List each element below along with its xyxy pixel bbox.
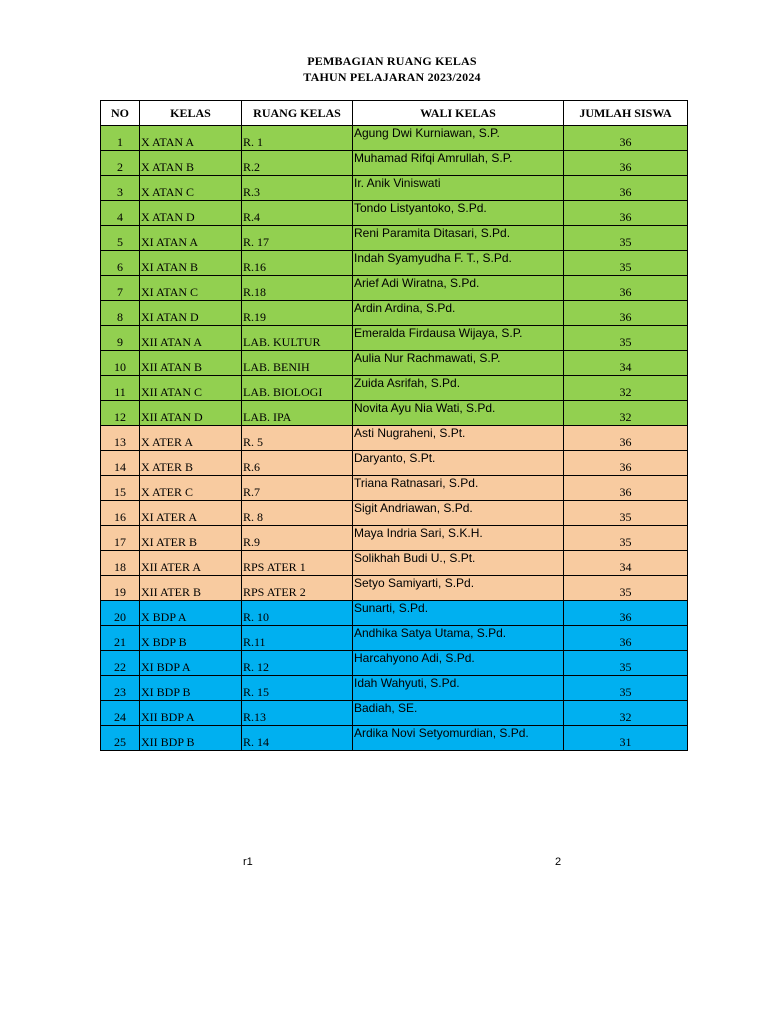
table-row [101, 601, 688, 626]
cell-no: 6 [101, 251, 140, 276]
cell-ruang-kelas: R. 10 [242, 601, 353, 626]
table-row [101, 526, 688, 551]
cell-wali-kelas: Ardin Ardina, S.Pd. [353, 301, 564, 326]
cell-ruang-kelas: R. 14 [242, 726, 353, 751]
table-row [101, 726, 688, 751]
cell-wali-kelas: Agung Dwi Kurniawan, S.P. [353, 126, 564, 151]
cell-kelas: XI BDP B [140, 676, 242, 701]
footer-label: r1 [243, 856, 253, 868]
cell-ruang-kelas: R.18 [242, 276, 353, 301]
cell-no: 17 [101, 526, 140, 551]
cell-no: 12 [101, 401, 140, 426]
cell-jumlah-siswa: 35 [564, 501, 688, 526]
cell-kelas: X ATAN A [140, 126, 242, 151]
cell-jumlah-siswa: 36 [564, 426, 688, 451]
header-no: NO [101, 101, 140, 126]
cell-wali-kelas: Novita Ayu Nia Wati, S.Pd. [353, 401, 564, 426]
cell-no: 7 [101, 276, 140, 301]
cell-wali-kelas: Reni Paramita Ditasari, S.Pd. [353, 226, 564, 251]
cell-jumlah-siswa: 36 [564, 276, 688, 301]
cell-kelas: X ATER C [140, 476, 242, 501]
cell-kelas: XI ATAN D [140, 301, 242, 326]
cell-ruang-kelas: RPS ATER 1 [242, 551, 353, 576]
title-line-1: PEMBAGIAN RUANG KELAS [307, 54, 477, 68]
table-row [101, 451, 688, 476]
cell-kelas: XII ATAN B [140, 351, 242, 376]
table-row [101, 151, 688, 176]
page-number: 2 [555, 856, 562, 868]
cell-no: 10 [101, 351, 140, 376]
cell-no: 8 [101, 301, 140, 326]
cell-no: 4 [101, 201, 140, 226]
cell-kelas: XI BDP A [140, 651, 242, 676]
cell-ruang-kelas: LAB. KULTUR [242, 326, 353, 351]
class-room-table [100, 100, 688, 751]
cell-jumlah-siswa: 36 [564, 151, 688, 176]
cell-jumlah-siswa: 34 [564, 351, 688, 376]
cell-jumlah-siswa: 35 [564, 226, 688, 251]
cell-jumlah-siswa: 36 [564, 601, 688, 626]
cell-jumlah-siswa: 34 [564, 551, 688, 576]
cell-ruang-kelas: LAB. IPA [242, 401, 353, 426]
cell-wali-kelas: Muhamad Rifqi Amrullah, S.P. [353, 151, 564, 176]
cell-wali-kelas: Sunarti, S.Pd. [353, 601, 564, 626]
cell-no: 2 [101, 151, 140, 176]
cell-kelas: XI ATER A [140, 501, 242, 526]
table-row [101, 701, 688, 726]
cell-ruang-kelas: R. 15 [242, 676, 353, 701]
cell-jumlah-siswa: 35 [564, 676, 688, 701]
cell-ruang-kelas: LAB. BIOLOGI [242, 376, 353, 401]
cell-ruang-kelas: R. 12 [242, 651, 353, 676]
cell-no: 16 [101, 501, 140, 526]
table-row [101, 351, 688, 376]
cell-no: 1 [101, 126, 140, 151]
cell-kelas: X ATAN D [140, 201, 242, 226]
table-row [101, 276, 688, 301]
cell-ruang-kelas: R.9 [242, 526, 353, 551]
cell-wali-kelas: Zuida Asrifah, S.Pd. [353, 376, 564, 401]
cell-no: 24 [101, 701, 140, 726]
cell-ruang-kelas: R. 1 [242, 126, 353, 151]
cell-wali-kelas: Sigit Andriawan, S.Pd. [353, 501, 564, 526]
cell-no: 23 [101, 676, 140, 701]
cell-wali-kelas: Maya Indria Sari, S.K.H. [353, 526, 564, 551]
cell-ruang-kelas: R.3 [242, 176, 353, 201]
cell-jumlah-siswa: 36 [564, 301, 688, 326]
cell-kelas: X ATAN B [140, 151, 242, 176]
cell-kelas: X BDP B [140, 626, 242, 651]
cell-jumlah-siswa: 35 [564, 526, 688, 551]
cell-kelas: XI ATER B [140, 526, 242, 551]
table-body [101, 126, 688, 751]
cell-ruang-kelas: RPS ATER 2 [242, 576, 353, 601]
cell-wali-kelas: Tondo Listyantoko, S.Pd. [353, 201, 564, 226]
table-row [101, 376, 688, 401]
cell-ruang-kelas: R.6 [242, 451, 353, 476]
header-wali-kelas: WALI KELAS [353, 101, 564, 126]
cell-no: 15 [101, 476, 140, 501]
cell-wali-kelas: Arief Adi Wiratna, S.Pd. [353, 276, 564, 301]
header-kelas: KELAS [140, 101, 242, 126]
cell-jumlah-siswa: 31 [564, 726, 688, 751]
table-row [101, 301, 688, 326]
cell-jumlah-siswa: 36 [564, 626, 688, 651]
cell-wali-kelas: Andhika Satya Utama, S.Pd. [353, 626, 564, 651]
cell-wali-kelas: Harcahyono Adi, S.Pd. [353, 651, 564, 676]
cell-kelas: X ATAN C [140, 176, 242, 201]
table-row [101, 126, 688, 151]
cell-kelas: XII ATER B [140, 576, 242, 601]
cell-jumlah-siswa: 36 [564, 201, 688, 226]
cell-no: 21 [101, 626, 140, 651]
cell-kelas: X ATER A [140, 426, 242, 451]
table-row [101, 426, 688, 451]
table-row [101, 626, 688, 651]
cell-no: 20 [101, 601, 140, 626]
table-row [101, 326, 688, 351]
cell-no: 19 [101, 576, 140, 601]
cell-wali-kelas: Emeralda Firdausa Wijaya, S.P. [353, 326, 564, 351]
table-row [101, 576, 688, 601]
cell-no: 13 [101, 426, 140, 451]
cell-ruang-kelas: R. 5 [242, 426, 353, 451]
cell-jumlah-siswa: 32 [564, 376, 688, 401]
cell-jumlah-siswa: 36 [564, 451, 688, 476]
table-row [101, 476, 688, 501]
cell-jumlah-siswa: 36 [564, 176, 688, 201]
cell-no: 18 [101, 551, 140, 576]
cell-kelas: XI ATAN B [140, 251, 242, 276]
cell-jumlah-siswa: 35 [564, 326, 688, 351]
table-row [101, 651, 688, 676]
cell-jumlah-siswa: 36 [564, 476, 688, 501]
cell-kelas: XII BDP A [140, 701, 242, 726]
cell-wali-kelas: Ardika Novi Setyomurdian, S.Pd. [353, 726, 564, 751]
cell-wali-kelas: Indah Syamyudha F. T., S.Pd. [353, 251, 564, 276]
table-header [101, 101, 688, 126]
cell-ruang-kelas: R.4 [242, 201, 353, 226]
table-row [101, 226, 688, 251]
cell-wali-kelas: Aulia Nur Rachmawati, S.P. [353, 351, 564, 376]
cell-ruang-kelas: R. 8 [242, 501, 353, 526]
cell-wali-kelas: Setyo Samiyarti, S.Pd. [353, 576, 564, 601]
cell-ruang-kelas: R.7 [242, 476, 353, 501]
table-row [101, 676, 688, 701]
cell-wali-kelas: Idah Wahyuti, S.Pd. [353, 676, 564, 701]
cell-jumlah-siswa: 35 [564, 251, 688, 276]
header-row [101, 101, 688, 126]
cell-kelas: XI ATAN A [140, 226, 242, 251]
cell-ruang-kelas: LAB. BENIH [242, 351, 353, 376]
cell-kelas: XII ATAN D [140, 401, 242, 426]
table-row [101, 551, 688, 576]
table-row [101, 176, 688, 201]
header-ruang-kelas: RUANG KELAS [242, 101, 353, 126]
cell-no: 5 [101, 226, 140, 251]
cell-wali-kelas: Badiah, SE. [353, 701, 564, 726]
cell-kelas: XII ATAN A [140, 326, 242, 351]
table-row [101, 201, 688, 226]
cell-jumlah-siswa: 36 [564, 126, 688, 151]
cell-jumlah-siswa: 35 [564, 576, 688, 601]
cell-kelas: X ATER B [140, 451, 242, 476]
title-line-2: TAHUN PELAJARAN 2023/2024 [303, 70, 481, 84]
cell-jumlah-siswa: 35 [564, 651, 688, 676]
cell-ruang-kelas: R.2 [242, 151, 353, 176]
table-row [101, 401, 688, 426]
cell-no: 9 [101, 326, 140, 351]
cell-wali-kelas: Asti Nugraheni, S.Pt. [353, 426, 564, 451]
cell-kelas: XII BDP B [140, 726, 242, 751]
cell-ruang-kelas: R.13 [242, 701, 353, 726]
cell-ruang-kelas: R. 17 [242, 226, 353, 251]
document-title [0, 53, 768, 85]
cell-no: 22 [101, 651, 140, 676]
cell-jumlah-siswa: 32 [564, 701, 688, 726]
cell-kelas: X BDP A [140, 601, 242, 626]
cell-wali-kelas: Solikhah Budi U., S.Pt. [353, 551, 564, 576]
cell-kelas: XI ATAN C [140, 276, 242, 301]
cell-kelas: XII ATER A [140, 551, 242, 576]
cell-no: 14 [101, 451, 140, 476]
cell-wali-kelas: Ir. Anik Viniswati [353, 176, 564, 201]
cell-ruang-kelas: R.16 [242, 251, 353, 276]
cell-wali-kelas: Triana Ratnasari, S.Pd. [353, 476, 564, 501]
cell-ruang-kelas: R.11 [242, 626, 353, 651]
cell-ruang-kelas: R.19 [242, 301, 353, 326]
table-row [101, 251, 688, 276]
table-row [101, 501, 688, 526]
cell-kelas: XII ATAN C [140, 376, 242, 401]
cell-no: 25 [101, 726, 140, 751]
cell-wali-kelas: Daryanto, S.Pt. [353, 451, 564, 476]
cell-no: 11 [101, 376, 140, 401]
header-jumlah-siswa: JUMLAH SISWA [564, 101, 688, 126]
cell-jumlah-siswa: 32 [564, 401, 688, 426]
cell-no: 3 [101, 176, 140, 201]
